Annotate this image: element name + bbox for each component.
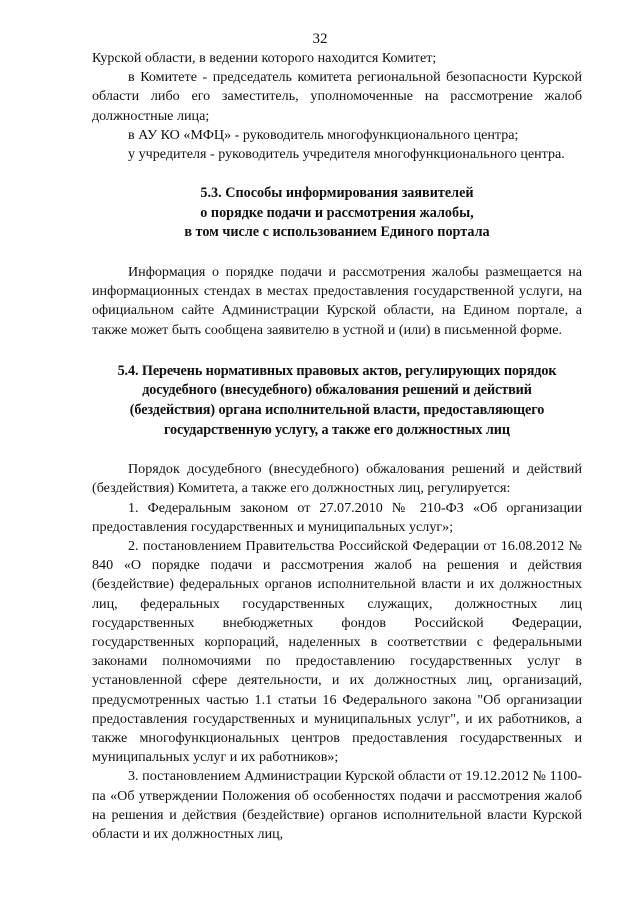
intro-line-continuation: Курской области, в ведении которого находится Комитет; — [92, 50, 437, 66]
page-content — [92, 49, 582, 844]
section-5-3-paragraph: Информация о порядке подачи и рассмотрения жалобы размещается на информационных стендах в местах предоставления государственной услуги, на официальном сайте Администрации Курской области, на Едином портале, а также может быть сообщена заявителю в устной и (или) в письменной форме. — [92, 264, 582, 338]
intro-item-founder: у учредителя - руководитель учредителя многофункционального центра. — [128, 146, 565, 163]
section-5-3-heading-line: в том числе с использованием Единого портала — [184, 224, 490, 241]
section-5-3-heading-line: о порядке подачи и рассмотрения жалобы, — [200, 204, 474, 221]
intro-item-committee: в Комитете - председатель комитета региональной безопасности Курской области либо его заместитель, уполномоченные на рассмотрение жалоб должностные лица; — [92, 69, 582, 124]
section-5-4-intro: Порядок досудебного (внесудебного) обжалования решений и действий (бездействия) Комитета, а также его должностных лиц, регулируется: — [92, 461, 582, 497]
legal-act-item-3: 3. постановлением Администрации Курской области от 19.12.2012 № 1100-па «Об утверждении Положения об особенностях подачи и рассмотрения жалоб на решения и действия (бездействие) органов исполнительной власти Курской области и их должностных лиц, — [92, 768, 582, 843]
section-5-4-heading-line: 5.4. Перечень нормативных правовых актов, регулирующих порядок — [117, 362, 557, 379]
section-5-4-heading-line: досудебного (внесудебного) обжалования решений и действий — [142, 382, 532, 399]
section-5-3-heading — [92, 184, 582, 243]
legal-act-item-2: 2. постановлением Правительства Российской Федерации от 16.08.2012 № 840 «О порядке подачи и рассмотрения жалоб на решения и действия (бездействие) федеральных органов исполнительной власти и их должностных лиц, федеральных государственных служащих, должностных лиц государственных внебюджетных фондов Российской Федерации, государственных корпораций, наделенных в соответствии с федеральными законами полномочиями по предоставлению государственных услуг в установленной сфере деятельности, и их должностных лиц, организаций, предусмотренных частью 1.1 статьи 16 Федерального закона "Об организации предоставления государственных и муниципальных услуг", и их работников, а также многофункциональных центров предоставления государственных и муниципальных услуг и их работников»; — [92, 538, 582, 766]
section-5-4-heading — [92, 362, 582, 440]
section-5-4-heading-line: (бездействия) органа исполнительной власти, предоставляющего — [129, 402, 545, 418]
section-5-4-heading-line: государственную услугу, а также его должностных лиц — [164, 421, 510, 438]
legal-act-item-1: 1. Федеральным законом от 27.07.2010 № 210-ФЗ «Об организации предоставления государственных и муниципальных услуг»; — [92, 499, 582, 535]
intro-item-mfc: в АУ КО «МФЦ» - руководитель многофункционального центра; — [128, 126, 519, 143]
section-5-3-heading-line: 5.3. Способы информирования заявителей — [200, 185, 474, 202]
page-number: 32 — [312, 31, 328, 47]
